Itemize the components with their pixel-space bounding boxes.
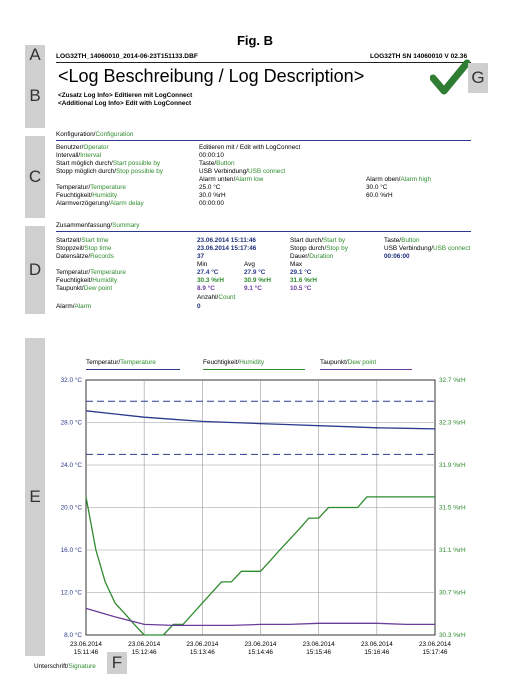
config-heading-de: Konfiguration/: [56, 131, 96, 138]
stop-possible-label-en: Stop possible by: [116, 168, 163, 175]
checkmark-icon: [430, 58, 470, 103]
operator-value: Editieren mit / Edit with LogConnect: [199, 144, 301, 151]
config-temp-high: 30.0 °C: [366, 184, 388, 191]
x-tick-date: 23.06.2014: [128, 641, 161, 648]
x-tick-time: 15:13:46: [189, 649, 215, 656]
summary-dew-label-de: Taupunkt/: [56, 285, 84, 292]
config-hum-label-en: Humidity: [92, 192, 118, 199]
start-possible-label-en: Start possible by: [112, 160, 161, 167]
start-time-label-en: Start time: [81, 237, 109, 244]
config-temp-low: 25.0 °C: [199, 184, 221, 191]
summary-hum-label-en: Humidity: [92, 277, 118, 284]
summary-right-values: [384, 237, 470, 261]
config-heading-en: Configuration: [95, 131, 134, 138]
log-title: <Log Beschreibung / Log Description>: [58, 66, 365, 86]
summary-dew-label-en: Dew point: [83, 285, 113, 292]
temp-avg: 27.9 °C: [244, 269, 266, 276]
alarm-count: 0: [197, 303, 201, 310]
stop-by-label-en: Stop by: [326, 245, 348, 252]
stop-by-value-de: USB Verbindung/: [384, 245, 434, 252]
file-name: LOG32TH_14060010_2014-06-23T151133.DBF: [56, 53, 198, 60]
x-tick-date: 23.06.2014: [302, 641, 335, 648]
start-time-label-de: Startzeit/: [56, 237, 82, 244]
alarm-low-label-de: Alarm unten/: [199, 176, 236, 183]
hum-avg: 30.9 %rH: [244, 277, 271, 284]
y-right-tick-label: 31.1 %rH: [439, 547, 466, 554]
stop-possible-value-de: USB Verbindung/: [199, 168, 249, 175]
count-header-en: Count: [218, 294, 236, 301]
figure-title: Fig. B: [236, 33, 274, 48]
header-rule: [56, 62, 471, 63]
start-by-label-de: Start durch/: [290, 237, 324, 244]
alarm-label-en: Alarm: [74, 303, 92, 310]
alarm-high-label-de: Alarm oben/: [366, 176, 401, 183]
count-header: [197, 294, 235, 302]
y-left-tick-label: 12.0 °C: [60, 589, 82, 597]
start-possible-label-de: Start möglich durch/: [56, 160, 113, 167]
start-possible-value-de: Taste/: [199, 160, 217, 167]
alarm-label: [56, 303, 91, 311]
hum-min: 30.3 %rH: [197, 277, 224, 284]
start-time-value: 23.06.2014 15:11:46: [197, 237, 256, 244]
summary-hum-label-de: Feuchtigkeit/: [56, 277, 93, 284]
alarm-low-label-en: Alarm low: [235, 176, 264, 183]
start-by-value-en: Button: [401, 237, 420, 244]
summary-heading-en: Summary: [112, 222, 140, 229]
temp-max: 29.1 °C: [290, 269, 312, 276]
x-tick-time: 15:16:46: [364, 649, 390, 656]
section-letter-g: G: [468, 63, 488, 93]
stop-possible-value-en: USB connect: [248, 168, 286, 175]
col-min-header: Min: [197, 261, 208, 268]
stop-time-label-de: Stoppzeit/: [56, 245, 85, 252]
chart: [0, 370, 510, 670]
signature-label-en: Signature: [68, 663, 96, 670]
interval-label-de: Intervall/: [56, 152, 81, 159]
config-values: [199, 144, 300, 208]
x-tick-time: 15:17:46: [422, 649, 448, 656]
summary-values: [197, 237, 256, 261]
duration-value: 00:06:00: [384, 253, 410, 260]
section-letter-d: D: [25, 226, 45, 314]
x-tick-date: 23.06.2014: [70, 641, 102, 648]
section-letter-f: F: [107, 652, 127, 674]
operator-label-de: Benutzer/: [56, 144, 84, 151]
y-right-tick-label: 32.3 %rH: [439, 419, 466, 427]
x-tick-time: 15:15:46: [306, 649, 332, 656]
alarm-delay-value: 00:00:00: [199, 200, 224, 207]
records-label-en: Records: [90, 253, 114, 260]
duration-label-de: Dauer/: [290, 253, 310, 260]
config-hum-label-de: Feuchtigkeit/: [56, 192, 93, 199]
y-left-tick-label: 32.0 °C: [60, 377, 82, 384]
interval-value: 00:00:10: [199, 152, 224, 159]
operator-label-en: Operator: [83, 144, 109, 151]
stop-possible-label-de: Stopp möglich durch/: [56, 168, 117, 175]
col-avg-header: Avg: [244, 261, 255, 268]
log-info-line-de: <Zusatz Log Info> Editieren mit LogConnect: [58, 92, 193, 99]
col-max-header: Max: [290, 261, 303, 268]
config-temp-label-de: Temperatur/: [56, 184, 91, 191]
x-tick-time: 15:11:46: [73, 649, 99, 656]
start-by-value-de: Taste/: [384, 237, 402, 244]
y-left-tick-label: 16.0 °C: [60, 547, 82, 554]
legend-temperature: [86, 359, 186, 370]
alarm-delay-label-de: Alarmverzögerung/: [56, 200, 110, 207]
alarm-label-de: Alarm/: [56, 303, 75, 310]
x-tick-time: 15:12:46: [131, 649, 157, 656]
dew-min: 8.9 °C: [197, 285, 215, 292]
legend-temp-en: Temperature: [120, 359, 156, 366]
config-heading: [56, 131, 133, 139]
stop-time-value: 23.06.2014 15:17:46: [197, 245, 257, 252]
config-hum-high: 60.0 %rH: [366, 192, 393, 199]
config-hum-low: 30.0 %rH: [199, 192, 226, 199]
start-by-label-en: Start by: [323, 237, 346, 244]
x-tick-date: 23.06.2014: [244, 641, 277, 648]
hum-max: 31.6 %rH: [290, 277, 317, 284]
y-right-tick-label: 31.5 %rH: [439, 504, 466, 512]
signature-label-de: Unterschrift/: [34, 663, 69, 670]
x-tick-date: 23.06.2014: [360, 641, 393, 648]
legend-temp-de: Temperatur/: [86, 359, 121, 366]
section-letter-c: C: [25, 136, 45, 218]
signature-label: [34, 663, 96, 671]
summary-heading-de: Zusammenfassung/: [56, 222, 113, 229]
legend-humidity: [203, 359, 305, 370]
legend-dew-en: Dew point: [347, 359, 377, 366]
legend-dew-point: [320, 359, 412, 370]
summary-temp-label-de: Temperatur/: [56, 269, 91, 276]
records-value: 37: [197, 253, 205, 260]
x-tick-date: 23.06.2014: [419, 641, 451, 648]
stop-by-value-en: USB connect: [433, 245, 471, 252]
summary-rule: [56, 231, 471, 232]
config-high-values: [366, 176, 431, 200]
interval-label-en: Interval: [80, 152, 102, 159]
alarm-delay-label-en: Alarm delay: [110, 200, 144, 207]
summary-temp-label-en: Temperature: [90, 269, 126, 276]
x-tick-date: 23.06.2014: [186, 641, 219, 648]
config-temp-label-en: Temperature: [90, 184, 126, 191]
y-right-tick-label: 30.3 %rH: [439, 632, 466, 639]
legend-hum-en: Humidity: [239, 359, 265, 366]
y-right-tick-label: 31.9 %rH: [439, 462, 466, 469]
stop-time-label-en: Stop time: [84, 245, 112, 252]
stop-by-label-de: Stopp durch/: [290, 245, 327, 252]
alarm-high-label-en: Alarm high: [400, 176, 432, 183]
count-header-de: Anzahl/: [197, 294, 219, 301]
summary-heading: [56, 222, 139, 230]
y-right-tick-label: 32.7 %rH: [439, 377, 466, 384]
records-label-de: Datensätze/: [56, 253, 91, 260]
y-left-tick-label: 8.0 °C: [64, 632, 82, 639]
section-letter-b: B: [25, 64, 45, 128]
summary-right-labels: [290, 237, 348, 261]
section-letter-e: E: [25, 338, 45, 656]
x-tick-time: 15:14:46: [248, 649, 273, 656]
log-info-line-en: <Additional Log Info> Edit with LogConnect: [58, 100, 192, 107]
config-rule: [56, 140, 471, 141]
start-possible-value-en: Button: [216, 160, 235, 167]
config-labels: [56, 144, 163, 208]
section-letter-a: A: [25, 45, 45, 64]
legend-hum-de: Feuchtigkeit/: [203, 359, 240, 366]
dew-avg: 9.1 °C: [244, 285, 262, 292]
legend-dew-de: Taupunkt/: [320, 359, 348, 366]
dew-max: 10.5 °C: [290, 285, 312, 292]
y-left-tick-label: 24.0 °C: [60, 462, 82, 469]
temp-min: 27.4 °C: [197, 269, 219, 276]
duration-label-en: Duration: [309, 253, 334, 260]
y-left-tick-label: 28.0 °C: [60, 419, 82, 427]
y-left-tick-label: 20.0 °C: [60, 504, 82, 512]
y-right-tick-label: 30.7 %rH: [439, 589, 466, 597]
device-info: LOG32TH SN 14060010 V 02.36: [370, 53, 468, 60]
summary-labels: [56, 237, 126, 293]
